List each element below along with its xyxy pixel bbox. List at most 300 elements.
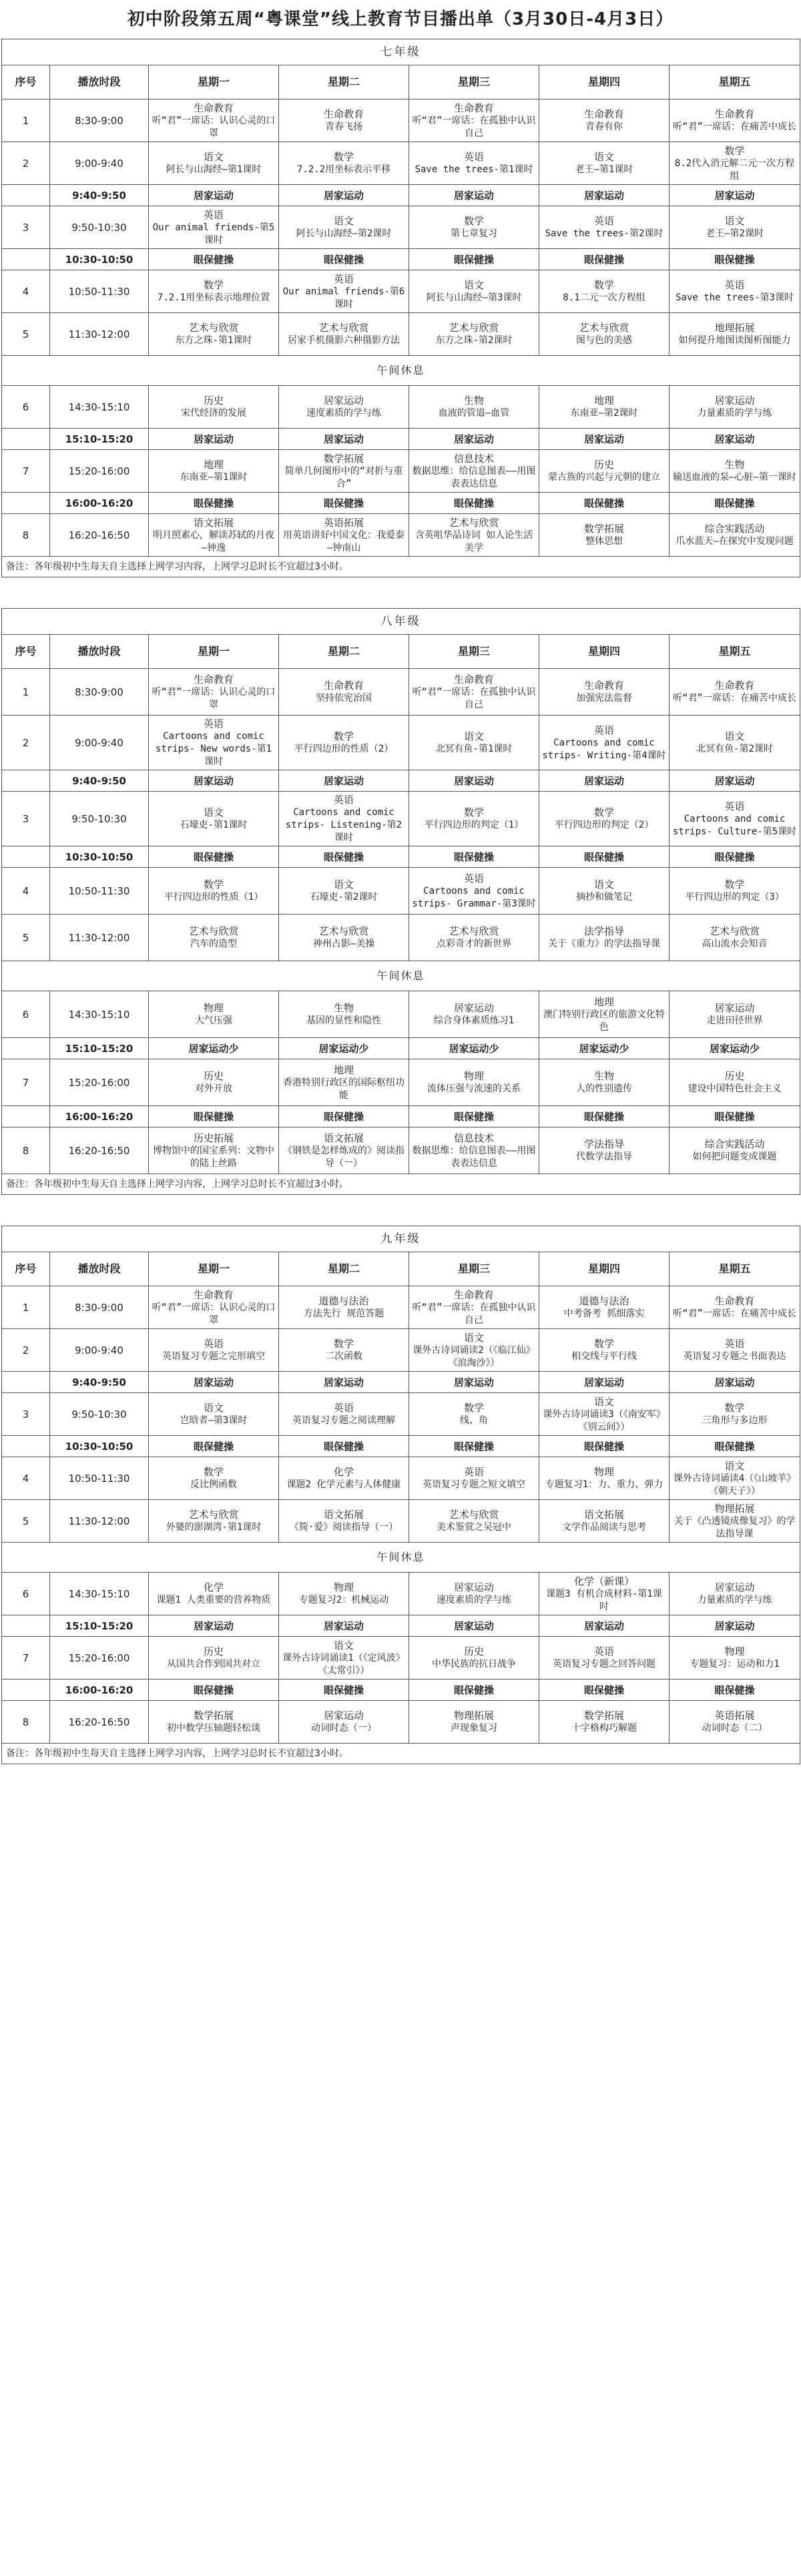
lesson-title: 流体压强与流速的关系 <box>427 1083 521 1094</box>
header-cell: 播放时段 <box>50 65 149 99</box>
activity-cell: 居家运动 <box>279 1372 409 1393</box>
period-number: 2 <box>2 716 50 770</box>
time-slot: 8:30-9:00 <box>50 99 149 142</box>
lesson-cell <box>539 1637 670 1680</box>
time-slot: 16:00-16:20 <box>50 1680 149 1701</box>
grade-spacer <box>0 577 801 608</box>
subject-name: 数学拓展 <box>193 1710 234 1722</box>
period-number: 8 <box>2 1127 50 1174</box>
lesson-title: 8.2代入消元解二元一次方程组 <box>674 158 795 182</box>
lesson-title: 阿长与山海经—第2课时 <box>296 228 392 239</box>
lesson-row <box>2 1457 800 1500</box>
lesson-cell <box>149 716 279 770</box>
time-slot: 16:20-16:50 <box>50 1701 149 1744</box>
subject-name: 综合实践活动 <box>704 523 765 535</box>
time-slot: 14:30-15:10 <box>50 1573 149 1615</box>
subject-name: 历史 <box>203 395 224 407</box>
lesson-title: 博物馆中的国宝系列：文物中的陆上丝路 <box>153 1145 274 1169</box>
lesson-title: 十字格构巧解题 <box>571 1723 637 1734</box>
lesson-cell <box>670 386 800 429</box>
activity-cell: 居家运动 <box>539 185 670 206</box>
lesson-title: 动词时态（一） <box>311 1723 376 1734</box>
subject-name: 生命教育 <box>714 108 755 120</box>
subject-name: 语文拓展 <box>323 1509 364 1521</box>
lesson-row <box>2 1127 800 1174</box>
grade-note: 备注：各年级初中生每天自主选择上网学习内容，上网学习总时长不宜超过3小时。 <box>2 1744 800 1764</box>
header-cell: 星期四 <box>539 1252 670 1286</box>
time-slot: 15:20-16:00 <box>50 1637 149 1680</box>
activity-cell: 眼保健操 <box>409 493 539 514</box>
activity-cell: 居家运动 <box>149 185 279 206</box>
activity-row <box>2 1436 800 1457</box>
activity-cell: 眼保健操 <box>539 1106 670 1127</box>
subject-name: 居家运动 <box>714 1581 755 1593</box>
activity-cell: 居家运动 <box>670 770 800 792</box>
subject-name: 生命教育 <box>453 673 494 686</box>
lesson-title: Cartoons and comic strips- Writing-第4课时 <box>542 737 666 761</box>
activity-cell: 眼保健操 <box>149 249 279 270</box>
lesson-cell <box>539 991 670 1038</box>
lesson-title: 文学作品阅读与思考 <box>562 1522 646 1533</box>
grade-table-1 <box>1 39 800 577</box>
time-slot: 9:00-9:40 <box>50 716 149 770</box>
lesson-title: 英语复习专题之书面表达 <box>683 1351 786 1362</box>
grade-table-3 <box>1 1226 800 1764</box>
lesson-cell <box>279 1059 409 1106</box>
activity-cell: 眼保健操 <box>279 1106 409 1127</box>
activity-cell: 居家运动少 <box>149 1038 279 1059</box>
header-cell: 星期四 <box>539 635 670 669</box>
subject-name: 地理拓展 <box>714 322 755 334</box>
activity-cell: 眼保健操 <box>409 249 539 270</box>
lesson-title: 方法先行 规范答题 <box>303 1308 384 1319</box>
lesson-cell <box>409 99 539 142</box>
lesson-cell <box>409 142 539 185</box>
subject-name: 英语 <box>203 208 224 221</box>
period-number-empty <box>2 185 50 206</box>
subject-name: 物理 <box>203 1002 224 1014</box>
lesson-cell <box>409 270 539 313</box>
lesson-cell <box>149 1457 279 1500</box>
grade-note: 备注：各年级初中生每天自主选择上网学习内容，上网学习总时长不宜超过3小时。 <box>2 557 800 577</box>
header-cell: 星期二 <box>279 65 409 99</box>
lesson-cell <box>279 450 409 493</box>
lesson-cell <box>279 868 409 915</box>
header-cell: 星期三 <box>409 635 539 669</box>
lesson-cell <box>539 1127 670 1174</box>
lesson-row <box>2 1059 800 1106</box>
lesson-cell <box>279 1329 409 1372</box>
lesson-row <box>2 450 800 493</box>
activity-row <box>2 1680 800 1701</box>
lesson-cell <box>670 142 800 185</box>
lesson-cell <box>539 270 670 313</box>
subject-name: 英语 <box>463 872 484 884</box>
lesson-cell <box>409 1393 539 1436</box>
lesson-cell <box>539 99 670 142</box>
lesson-cell <box>409 1500 539 1543</box>
activity-cell: 眼保健操 <box>279 493 409 514</box>
activity-cell: 居家运动 <box>149 1372 279 1393</box>
activity-cell: 眼保健操 <box>409 1436 539 1457</box>
subject-name: 物理拓展 <box>453 1710 494 1722</box>
activity-row <box>2 185 800 206</box>
period-number: 4 <box>2 1457 50 1500</box>
period-number: 3 <box>2 1393 50 1436</box>
time-slot: 15:20-16:00 <box>50 1059 149 1106</box>
lesson-cell <box>279 386 409 429</box>
lesson-row <box>2 915 800 961</box>
lesson-cell <box>409 1457 539 1500</box>
header-cell: 星期五 <box>670 1252 800 1286</box>
lesson-cell <box>409 1059 539 1106</box>
subject-name: 英语 <box>333 272 354 285</box>
header-cell: 序号 <box>2 635 50 669</box>
subject-name: 语文 <box>463 730 484 742</box>
period-number-empty <box>2 1038 50 1059</box>
lesson-cell <box>409 991 539 1038</box>
subject-name: 历史 <box>203 1070 224 1082</box>
subject-name: 语文 <box>333 215 354 227</box>
lesson-title: 整体思想 <box>585 536 623 547</box>
time-slot: 14:30-15:10 <box>50 991 149 1038</box>
activity-cell: 居家运动 <box>670 1615 800 1637</box>
subject-name: 数学拓展 <box>583 523 624 535</box>
lesson-title: Save the trees-第2课时 <box>545 228 663 239</box>
lesson-title: Our animal friends-第6课时 <box>282 286 405 310</box>
lesson-title: 速度素质的学与练 <box>306 408 381 419</box>
activity-cell: 眼保健操 <box>539 1680 670 1701</box>
grade-title-row <box>2 39 800 65</box>
lesson-cell <box>149 1127 279 1174</box>
activity-cell: 居家运动 <box>409 429 539 450</box>
lesson-title: 专题复习1：力、重力、弹力 <box>545 1479 663 1490</box>
activity-cell: 眼保健操 <box>279 249 409 270</box>
lesson-title: 英语复习专题之短文填空 <box>423 1479 525 1490</box>
time-slot: 11:30-12:00 <box>50 915 149 961</box>
subject-name: 居家运动 <box>714 395 755 407</box>
header-row <box>2 635 800 669</box>
subject-name: 英语 <box>724 800 745 812</box>
activity-cell: 眼保健操 <box>670 1106 800 1127</box>
subject-name: 化学 <box>333 1466 354 1478</box>
subject-name: 生命教育 <box>714 1295 755 1307</box>
lesson-row <box>2 1701 800 1744</box>
subject-name: 语文拓展 <box>193 516 234 529</box>
lesson-title: 摘抄和做笔记 <box>576 892 632 903</box>
time-slot: 15:10-15:20 <box>50 429 149 450</box>
lesson-cell <box>279 1701 409 1744</box>
lesson-cell <box>409 514 539 557</box>
lesson-row <box>2 792 800 846</box>
lesson-cell <box>279 1457 409 1500</box>
subject-name: 艺术与欣赏 <box>449 516 499 529</box>
lesson-row <box>2 716 800 770</box>
activity-cell: 居家运动 <box>670 1372 800 1393</box>
subject-name: 艺术与欣赏 <box>449 322 499 334</box>
time-slot: 9:00-9:40 <box>50 1329 149 1372</box>
activity-cell: 居家运动 <box>279 770 409 792</box>
lesson-cell <box>539 450 670 493</box>
lesson-title: 8.1二元一次方程组 <box>563 292 645 303</box>
lesson-cell <box>539 1329 670 1372</box>
lesson-title: 居家手机摄影六种摄影方法 <box>288 335 400 346</box>
subject-name: 语文拓展 <box>583 1509 624 1521</box>
grades-container <box>0 39 801 1764</box>
lesson-row <box>2 270 800 313</box>
period-number-empty <box>2 1106 50 1127</box>
lesson-cell <box>409 386 539 429</box>
time-slot: 14:30-15:10 <box>50 386 149 429</box>
lesson-cell <box>409 1329 539 1372</box>
lesson-title: 课外古诗词诵读2（《临江仙》《浪淘沙》） <box>413 1344 535 1368</box>
lesson-cell <box>149 868 279 915</box>
period-number: 8 <box>2 1701 50 1744</box>
lesson-title: 专题复习2：机械运动 <box>298 1595 389 1605</box>
subject-name: 语文 <box>724 730 745 742</box>
activity-cell: 居家运动 <box>279 429 409 450</box>
header-cell: 星期四 <box>539 65 670 99</box>
lesson-cell <box>670 1127 800 1174</box>
lesson-cell <box>670 1500 800 1543</box>
time-slot: 10:30-10:50 <box>50 1436 149 1457</box>
lesson-cell <box>539 142 670 185</box>
lesson-cell <box>149 270 279 313</box>
lesson-title: 岂晗者—第3课时 <box>180 1415 248 1426</box>
activity-cell: 眼保健操 <box>539 249 670 270</box>
lesson-cell <box>279 514 409 557</box>
activity-cell: 眼保健操 <box>539 493 670 514</box>
subject-name: 地理 <box>333 1063 354 1076</box>
subject-name: 生命教育 <box>193 673 234 686</box>
lesson-title: 听“君”一席话：认识心灵的口罩 <box>152 115 276 139</box>
activity-cell: 居家运动少 <box>409 1038 539 1059</box>
subject-name: 居家运动 <box>323 395 364 407</box>
period-number: 7 <box>2 450 50 493</box>
subject-name: 语文 <box>724 1459 745 1472</box>
lesson-row <box>2 868 800 915</box>
subject-name: 物理拓展 <box>714 1502 755 1515</box>
subject-name: 生命教育 <box>714 680 755 692</box>
lesson-title: 听“君”一席话：在孤独中认识自己 <box>412 686 536 710</box>
activity-cell: 居家运动 <box>409 185 539 206</box>
lesson-title: 平行四边形的判定（2） <box>554 820 654 830</box>
period-number: 1 <box>2 1286 50 1329</box>
subject-name: 语文 <box>724 215 745 227</box>
grade-table-2 <box>1 608 800 1195</box>
subject-name: 语文 <box>203 151 224 163</box>
period-number-empty <box>2 1680 50 1701</box>
subject-name: 数学 <box>724 878 745 890</box>
lesson-cell <box>670 1573 800 1615</box>
header-cell: 星期一 <box>149 65 279 99</box>
page-title: 初中阶段第五周“粤课堂”线上教育节目播出单（3月30日-4月3日） <box>127 9 674 29</box>
lesson-title: 美术鉴赏之吴冠中 <box>437 1522 511 1533</box>
lesson-cell <box>670 1329 800 1372</box>
lesson-cell <box>279 1286 409 1329</box>
activity-cell: 居家运动 <box>279 1615 409 1637</box>
lesson-row <box>2 1393 800 1436</box>
period-number: 6 <box>2 386 50 429</box>
header-cell: 星期三 <box>409 1252 539 1286</box>
lesson-title: 平行四边形的判定（3） <box>685 892 784 903</box>
lesson-title: 高山流水会知音 <box>702 939 768 949</box>
subject-name: 历史 <box>593 459 614 471</box>
note-row <box>2 557 800 577</box>
subject-name: 英语 <box>333 794 354 806</box>
lesson-cell <box>149 792 279 846</box>
activity-cell: 眼保健操 <box>670 1436 800 1457</box>
lesson-title: 蒙古族的兴起与元朝的建立 <box>548 472 660 483</box>
lesson-cell <box>539 1393 670 1436</box>
lesson-title: Save the trees-第1课时 <box>415 164 533 175</box>
subject-name: 物理 <box>463 1070 484 1082</box>
lesson-cell <box>409 1701 539 1744</box>
lesson-row <box>2 669 800 716</box>
subject-name: 数学 <box>333 151 354 163</box>
lesson-title: 外婆的澎湖湾-第1课时 <box>166 1522 262 1533</box>
activity-row <box>2 1106 800 1127</box>
lesson-cell <box>149 1573 279 1615</box>
lesson-title: 相交线与平行线 <box>571 1351 637 1362</box>
lesson-title: 东南亚—第2课时 <box>570 408 638 419</box>
subject-name: 居家运动 <box>453 1002 494 1014</box>
lesson-title: 北冥有鱼-第1课时 <box>435 744 513 754</box>
lesson-row <box>2 99 800 142</box>
period-number: 4 <box>2 868 50 915</box>
lesson-cell <box>279 716 409 770</box>
lesson-cell <box>409 206 539 249</box>
period-number: 5 <box>2 1500 50 1543</box>
lesson-title: 东南亚—第1课时 <box>180 472 248 483</box>
grade-spacer <box>0 1195 801 1226</box>
note-row <box>2 1174 800 1195</box>
lesson-title: 图与色的美感 <box>576 335 632 346</box>
lesson-title: 阿长与山海经—第3课时 <box>426 292 522 303</box>
activity-row <box>2 493 800 514</box>
lesson-cell <box>539 915 670 961</box>
lesson-title: 动词时态（二） <box>702 1723 768 1734</box>
lesson-cell <box>149 313 279 356</box>
subject-name: 艺术与欣赏 <box>318 322 369 334</box>
lesson-title: 关于《重力》的学法指导课 <box>548 939 660 949</box>
lesson-cell <box>670 792 800 846</box>
activity-cell: 眼保健操 <box>149 1106 279 1127</box>
lesson-title: 声现象复习 <box>451 1723 497 1734</box>
time-slot: 15:20-16:00 <box>50 450 149 493</box>
lesson-title: 7.2.2用坐标表示平移 <box>296 164 391 175</box>
header-cell: 序号 <box>2 1252 50 1286</box>
lesson-cell <box>149 1059 279 1106</box>
lesson-cell <box>670 206 800 249</box>
lesson-title: 北冥有鱼-第2课时 <box>696 744 773 754</box>
time-slot: 15:10-15:20 <box>50 1615 149 1637</box>
activity-cell: 眼保健操 <box>670 493 800 514</box>
lesson-cell <box>670 450 800 493</box>
lesson-title: 综合身体素质练习1 <box>433 1015 515 1026</box>
lesson-cell <box>149 450 279 493</box>
subject-name: 数学拓展 <box>323 452 364 465</box>
lesson-title: 含英咀华品诗词 如人论生活美学 <box>415 529 533 553</box>
activity-row <box>2 846 800 868</box>
subject-name: 道德与法治 <box>579 1295 629 1307</box>
time-slot: 15:10-15:20 <box>50 1038 149 1059</box>
period-number: 2 <box>2 1329 50 1372</box>
lesson-cell <box>409 1637 539 1680</box>
activity-cell: 眼保健操 <box>149 1436 279 1457</box>
activity-row <box>2 429 800 450</box>
lesson-cell <box>670 669 800 716</box>
lesson-title: Cartoons and comic strips- Culture-第5课时 <box>672 813 797 837</box>
subject-name: 语文 <box>333 878 354 890</box>
lesson-cell <box>279 1127 409 1174</box>
lesson-cell <box>149 1701 279 1744</box>
activity-row <box>2 1372 800 1393</box>
lesson-row <box>2 1637 800 1680</box>
subject-name: 数学 <box>724 1402 745 1414</box>
activity-cell: 居家运动 <box>539 429 670 450</box>
time-slot: 10:30-10:50 <box>50 249 149 270</box>
lesson-title: 数据思维：给信息图表——用图表表达信息 <box>412 465 536 489</box>
header-cell: 序号 <box>2 65 50 99</box>
lesson-title: Cartoons and comic strips- Grammar-第3课时 <box>412 885 536 909</box>
subject-name: 生命教育 <box>323 108 364 120</box>
subject-name: 英语 <box>463 151 484 163</box>
period-number: 5 <box>2 313 50 356</box>
lesson-title: 用英语讲好中国文化：我爱泰—钟南山 <box>283 529 405 553</box>
lesson-title: 课外古诗词诵读1（《定风波》《太常引》） <box>282 1652 405 1676</box>
header-row <box>2 65 800 99</box>
lesson-cell <box>670 1637 800 1680</box>
lesson-cell <box>539 1701 670 1744</box>
lesson-title: 爪水蓝天—在探究中发现问题 <box>676 536 794 547</box>
lesson-title: 香港特别行政区的国际枢纽功能 <box>283 1077 405 1101</box>
lesson-cell <box>149 99 279 142</box>
subject-name: 居家运动 <box>323 1710 364 1722</box>
subject-name: 化学（新课） <box>573 1575 634 1587</box>
lesson-title: 从国共合作到国共对立 <box>167 1659 260 1669</box>
subject-name: 艺术与欣赏 <box>449 1509 499 1521</box>
lesson-title: 青春飞扬 <box>325 121 362 132</box>
lesson-title: 东方之珠-第2课时 <box>435 335 513 346</box>
grade-title-row <box>2 609 800 635</box>
subject-name: 艺术与欣赏 <box>318 925 369 937</box>
period-number-empty <box>2 1372 50 1393</box>
grade-note: 备注：各年级初中生每天自主选择上网学习内容，上网学习总时长不宜超过3小时。 <box>2 1174 800 1195</box>
activity-cell: 眼保健操 <box>670 846 800 868</box>
lesson-title: 血液的管道—血管 <box>438 408 510 419</box>
lunch-row <box>2 961 800 991</box>
subject-name: 化学 <box>203 1581 224 1593</box>
subject-name: 法学指导 <box>583 925 624 937</box>
lesson-title: 听“君”一席话：在痛苦中成长 <box>673 693 796 704</box>
subject-name: 英语 <box>463 1466 484 1478</box>
lesson-cell <box>279 270 409 313</box>
subject-name: 艺术与欣赏 <box>188 1509 239 1521</box>
subject-name: 居家运动 <box>453 1581 494 1593</box>
lesson-cell <box>279 313 409 356</box>
subject-name: 数学 <box>203 1466 224 1478</box>
header-cell: 星期二 <box>279 1252 409 1286</box>
lesson-cell <box>539 792 670 846</box>
lesson-title: 听“君”一席话：认识心灵的口罩 <box>152 686 276 710</box>
lesson-title: 《简·爱》阅读指导（一） <box>289 1522 398 1533</box>
activity-cell: 眼保健操 <box>409 1680 539 1701</box>
grade-name: 八年级 <box>2 609 800 635</box>
lesson-title: 专题复习：运动和力1 <box>690 1659 780 1669</box>
subject-name: 语文 <box>463 279 484 291</box>
lesson-cell <box>409 450 539 493</box>
